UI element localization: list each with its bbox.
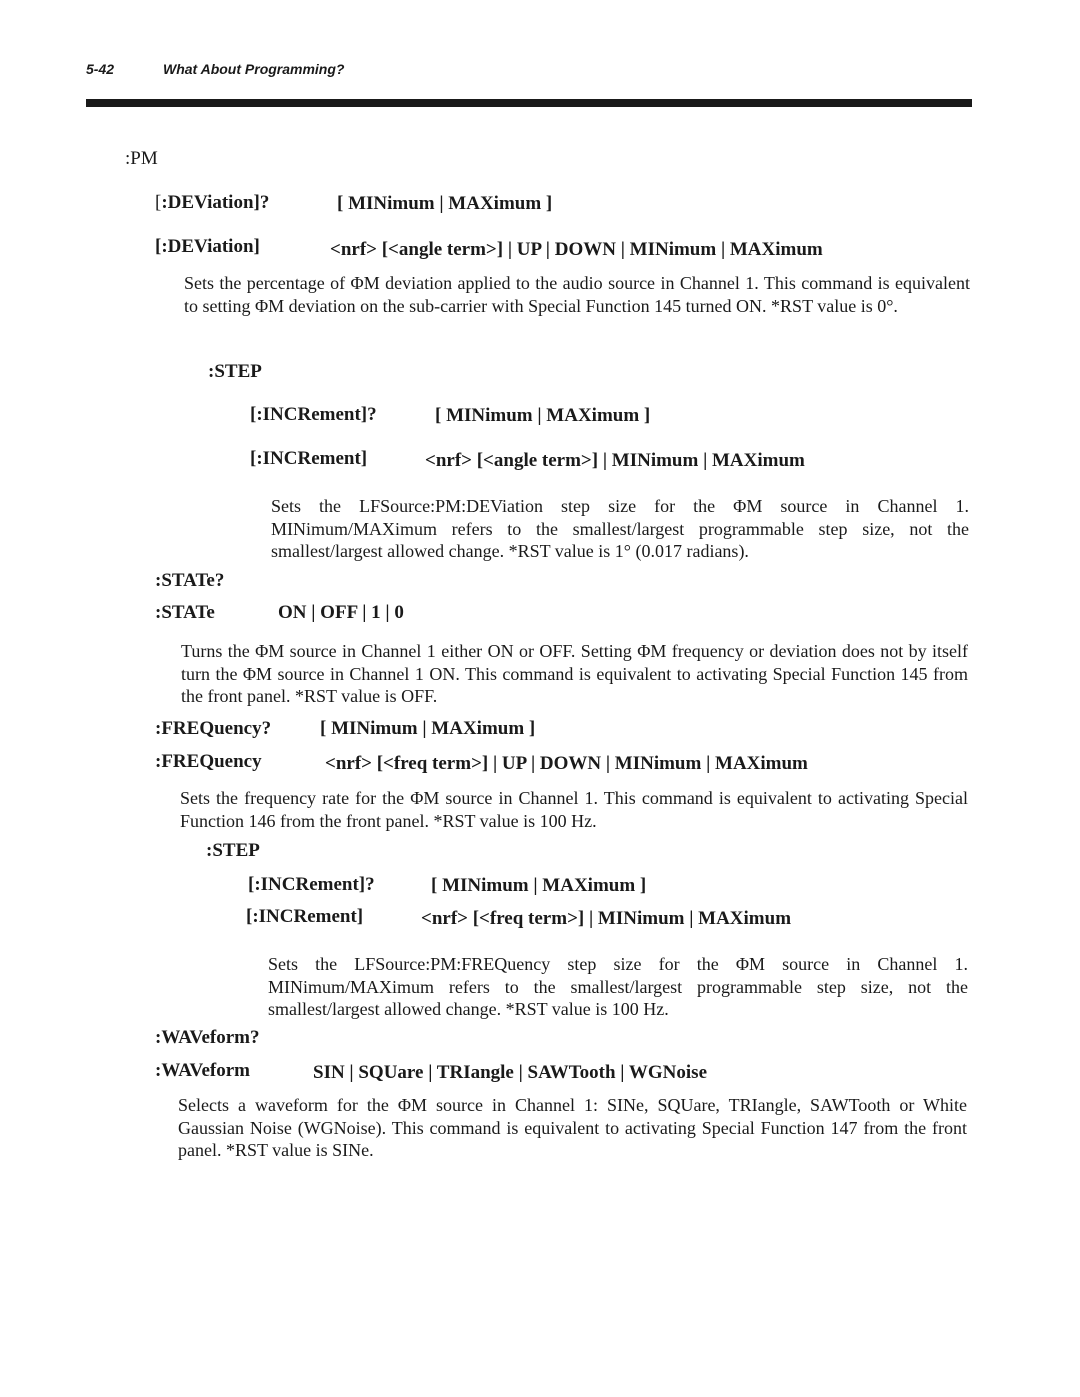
pm-section-title: :PM xyxy=(125,148,158,169)
page-number: 5-42 xyxy=(86,61,115,77)
increment-query-params-2: [ MINimum | MAXimum ] xyxy=(431,875,647,896)
increment-command: [:INCRement] xyxy=(250,448,368,469)
state-command: :STATe xyxy=(155,602,215,623)
deviation-query-name: :DEViation]? xyxy=(161,192,270,213)
increment-query-command-2: [:INCRement]? xyxy=(248,874,375,895)
frequency-command-params: <nrf> [<freq term>] | UP | DOWN | MINimum | MAXimum xyxy=(325,753,808,774)
frequency-description: Sets the frequency rate for the ΦM source in Channel 1. This command is equivalent to activating Special Function 146 from the front panel. *RST value is 100 Hz. xyxy=(180,788,968,831)
frequency-query-params: [ MINimum | MAXimum ] xyxy=(320,718,536,739)
deviation-query-params: [ MINimum | MAXimum ] xyxy=(337,193,553,214)
running-header-title: What About Programming? xyxy=(163,61,345,77)
deviation-query-command xyxy=(155,193,269,212)
deviation-command: [:DEViation] xyxy=(155,236,260,257)
waveform-description: Selects a waveform for the ΦM source in Channel 1: SINe, SQUare, TRIangle, SAWTooth or White Gaussian Noise (WGNoise). This command is equivalent to activating Special Function 147 from the front panel. *RST value is SINe. xyxy=(178,1095,967,1160)
deviation-query-prefix: [ xyxy=(155,192,162,213)
step-deviation-description: Sets the LFSource:PM:DEViation step size for the ΦM source in Channel 1. MINimum/MAXimum refers to the smallest/largest programmable step size, not the smallest/largest allowed change. *RST value is 1° (0.017 radians). xyxy=(271,496,969,561)
step-frequency-description: Sets the LFSource:PM:FREQuency step size for the ΦM source in Channel 1. MINimum/MAXimum refers to the smallest/largest programmable step size, not the smallest/largest allowed change. *RST value is 100 Hz. xyxy=(268,954,968,1019)
state-command-params: ON | OFF | 1 | 0 xyxy=(278,602,404,623)
increment-query-command: [:INCRement]? xyxy=(250,404,377,425)
state-query-command: :STATe? xyxy=(155,570,225,591)
increment-command-params: <nrf> [<angle term>] | MINimum | MAXimum xyxy=(425,450,805,471)
step-frequency-title: :STEP xyxy=(206,840,260,861)
header-rule xyxy=(86,99,972,107)
waveform-command-params: SIN | SQUare | TRIangle | SAWTooth | WGNoise xyxy=(313,1062,707,1083)
increment-command-2: [:INCRement] xyxy=(246,906,364,927)
frequency-query-command: :FREQuency? xyxy=(155,718,272,739)
deviation-description: Sets the percentage of ΦM deviation applied to the audio source in Channel 1. This command is equivalent to setting ΦM deviation on the sub-carrier with Special Function 145 turned ON. *RST value is 0°. xyxy=(184,273,970,316)
increment-query-params: [ MINimum | MAXimum ] xyxy=(435,405,651,426)
increment-command-params-2: <nrf> [<freq term>] | MINimum | MAXimum xyxy=(421,908,792,929)
deviation-command-params: <nrf> [<angle term>] | UP | DOWN | MINimum | MAXimum xyxy=(330,239,823,260)
state-description: Turns the ΦM source in Channel 1 either ON or OFF. Setting ΦM frequency or deviation does not by itself turn the ΦM source in Channel 1 ON. This command is equivalent to activating Special Function 145 from the front panel. *RST value is OFF. xyxy=(181,641,968,706)
frequency-command: :FREQuency xyxy=(155,751,262,772)
waveform-query-command: :WAVeform? xyxy=(155,1027,260,1048)
step-deviation-title: :STEP xyxy=(208,361,262,382)
waveform-command: :WAVeform xyxy=(155,1060,250,1081)
